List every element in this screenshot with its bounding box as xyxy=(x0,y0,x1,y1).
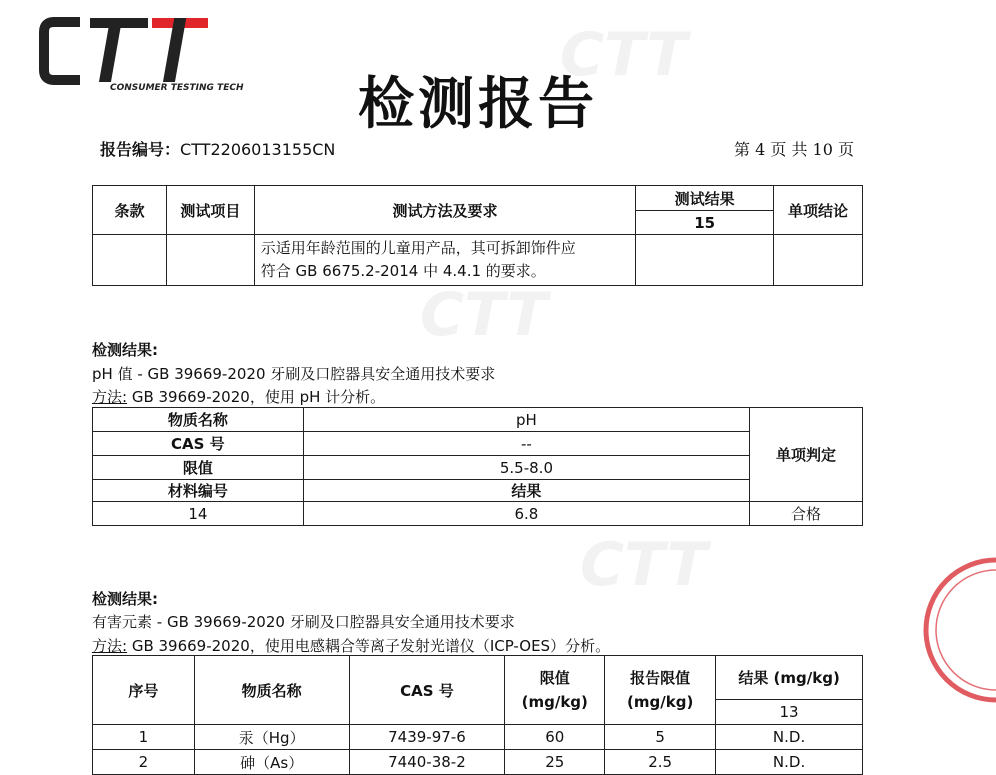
watermark: CTT xyxy=(560,20,688,90)
header-report-limit: 报告限值 (mg/kg) xyxy=(605,656,716,725)
judge-header: 单项判定 xyxy=(750,408,863,502)
cell-report-limit: 2.5 xyxy=(605,750,716,775)
cell-report-limit: 5 xyxy=(605,725,716,750)
method-label: 方法: xyxy=(92,388,128,406)
table-row xyxy=(93,750,863,775)
method-line xyxy=(92,386,385,407)
header-limit: 限值 (mg/kg) xyxy=(505,656,605,725)
method-text: GB 39669-2020，使用电感耦合等离子发射光谱仪（ICP-OES）分析。 xyxy=(127,637,611,655)
header-no: 序号 xyxy=(93,656,195,725)
desc-line: 符合 GB 6675.2-2014 中 4.4.1 的要求。 xyxy=(260,262,546,280)
table-cell xyxy=(93,235,167,286)
header-result-sample: 15 xyxy=(636,211,774,235)
header-result-sample: 13 xyxy=(716,699,863,724)
material-number: 14 xyxy=(93,502,304,526)
method-description xyxy=(254,235,636,286)
cell-limit: 60 xyxy=(505,725,605,750)
header-conclusion: 单项结论 xyxy=(774,186,863,235)
header-clause: 条款 xyxy=(93,186,167,235)
header-name: 物质名称 xyxy=(194,656,349,725)
ph-row-value: pH xyxy=(303,408,749,432)
table-cell xyxy=(166,235,254,286)
ph-row-value: -- xyxy=(303,432,749,456)
header-method: 测试方法及要求 xyxy=(254,186,636,235)
cell-cas: 7440-38-2 xyxy=(349,750,505,775)
table-cell xyxy=(774,235,863,286)
cell-limit: 25 xyxy=(505,750,605,775)
seal-stamp xyxy=(916,530,996,730)
section-title: 检测结果: xyxy=(92,341,158,359)
header-test-item: 测试项目 xyxy=(166,186,254,235)
section-line: 有害元素 - GB 39669-2020 牙刷及口腔器具安全通用技术要求 xyxy=(92,613,515,631)
ph-row-value: 结果 xyxy=(303,480,749,502)
judge-result: 合格 xyxy=(750,502,863,526)
cell-name: 汞（Hg） xyxy=(194,725,349,750)
method-label: 方法: xyxy=(92,637,128,655)
metal-table xyxy=(92,655,863,775)
section-line: pH 值 - GB 39669-2020 牙刷及口腔器具安全通用技术要求 xyxy=(92,365,496,383)
ph-row-label: CAS 号 xyxy=(93,432,304,456)
ph-table xyxy=(92,407,863,526)
svg-text:CONSUMER TESTING TECH: CONSUMER TESTING TECH xyxy=(110,83,244,93)
table-row xyxy=(93,725,863,750)
page-info: 第 4 页 共 10 页 xyxy=(734,140,854,159)
report-number-label: 报告编号： xyxy=(100,140,181,159)
cell-cas: 7439-97-6 xyxy=(349,725,505,750)
ph-row-label: 限值 xyxy=(93,456,304,480)
report-number-value: CTT2206013155CN xyxy=(180,140,336,159)
report-number xyxy=(100,137,335,160)
desc-line: 示适用年龄范围的儿童用产品，其可拆卸饰件应 xyxy=(260,239,576,257)
cell-result: N.D. xyxy=(716,725,863,750)
cell-result: N.D. xyxy=(716,750,863,775)
table-cell xyxy=(636,235,774,286)
method-line xyxy=(92,635,610,656)
ph-result: 6.8 xyxy=(303,502,749,526)
cell-no: 1 xyxy=(93,725,195,750)
ph-row-label: 材料编号 xyxy=(93,480,304,502)
watermark: CTT xyxy=(580,530,708,600)
clause-table xyxy=(92,185,863,286)
header-cas: CAS 号 xyxy=(349,656,505,725)
cell-no: 2 xyxy=(93,750,195,775)
section-title: 检测结果: xyxy=(92,590,158,608)
method-text: GB 39669-2020，使用 pH 计分析。 xyxy=(127,388,386,406)
page-title: 检测报告 xyxy=(358,71,598,137)
ph-row-value: 5.5-8.0 xyxy=(303,456,749,480)
watermark: CTT xyxy=(420,280,548,350)
header-result: 测试结果 xyxy=(636,186,774,211)
ph-row-label: 物质名称 xyxy=(93,408,304,432)
cell-name: 砷（As） xyxy=(194,750,349,775)
header-result: 结果 (mg/kg) xyxy=(716,656,863,700)
